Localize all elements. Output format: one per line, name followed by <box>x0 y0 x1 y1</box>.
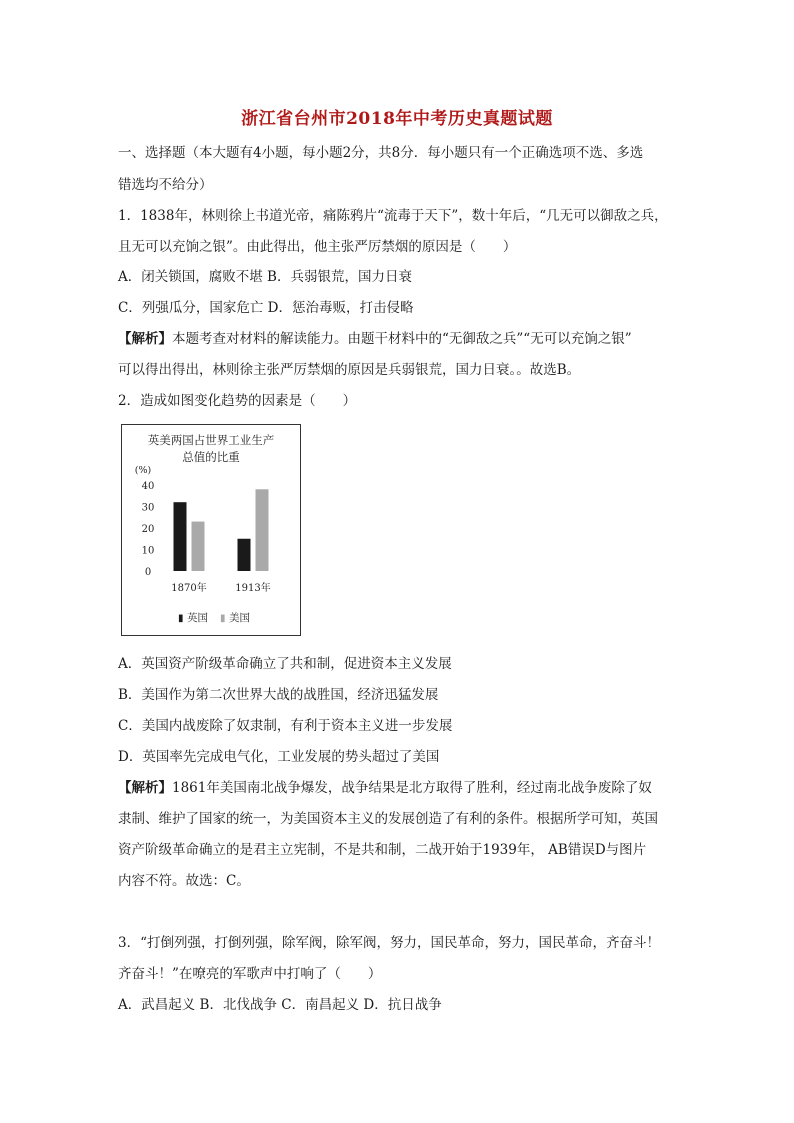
chart-bars <box>174 489 269 571</box>
q2-analysis-cont1: 隶制、维护了国家的统一，为美国资本主义的发展创造了有利的条件。根据所学可知，英国 <box>118 811 658 827</box>
q1-analysis <box>118 329 678 349</box>
x-tick-label: 1870年 <box>171 583 207 594</box>
q1-stem: 1．1838年，林则徐上书道光帝，痛陈鸦片“流毒于天下”，数十年后，“几无可以御敌之兵， <box>118 208 668 224</box>
q1-analysis-cont: 可以得出得出，林则徐主张严厉禁烟的原因是兵弱银荒，国力日衰。。故选B。 <box>118 362 581 378</box>
page-title: 浙江省台州市2018年中考历史真题试题 <box>241 109 553 129</box>
q3-stem-cont: 齐奋斗！”在嘹亮的军歌声中打响了（ ） <box>118 966 382 982</box>
y-tick-label: 30 <box>141 502 155 514</box>
chart-y-ticks <box>142 481 155 578</box>
q2-analysis <box>118 778 678 798</box>
q2-option-a: A．英国资产阶级革命确立了共和制，促进资本主义发展 <box>118 656 452 672</box>
bar-chart <box>121 424 301 636</box>
y-tick-label: 10 <box>141 545 155 557</box>
analysis-tag: 【解析】 <box>118 331 172 347</box>
q3-stem: 3．“打倒列强，打倒列强，除军阀，除军阀，努力，国民革命，努力，国民革命，齐奋斗！ <box>118 935 660 951</box>
bar-美国-1870年 <box>192 522 205 571</box>
q3-options: A．武昌起义 B．北伐战争 C．南昌起义 D．抗日战争 <box>118 997 442 1013</box>
q2-option-b: B．美国作为第二次世界大战的战胜国，经济迅猛发展 <box>118 687 439 703</box>
bar-英国-1870年 <box>174 502 187 571</box>
legend-swatch: ▮ <box>220 613 226 624</box>
chart-y-label: (%) <box>134 465 152 476</box>
section-heading: 一、选择题（本大题有4小题，每小题2分，共8分．每小题只有一个正确选项不选、多选 <box>118 145 644 161</box>
legend-label: 美国 <box>229 612 250 624</box>
q1-options-cd: C．列强瓜分，国家危亡 D．惩治毒贩，打击侵略 <box>118 300 414 316</box>
analysis-tag: 【解析】 <box>118 780 172 796</box>
y-tick-label: 0 <box>144 567 152 578</box>
q1-stem-cont: 且无可以充饷之银”。由此得出，他主张严厉禁烟的原因是（ ） <box>118 239 517 255</box>
y-tick-label: 20 <box>141 524 155 535</box>
chart-title-line2: 总值的比重 <box>182 450 240 464</box>
legend-swatch: ▮ <box>178 613 184 624</box>
q1-options-ab: A．闭关锁国，腐败不堪 B．兵弱银荒，国力日衰 <box>118 269 412 285</box>
q2-stem: 2．造成如图变化趋势的因素是（ ） <box>118 393 357 409</box>
q1-analysis-text: 本题考查对材料的解读能力。由题干材料中的“无御敌之兵”“无可以充饷之银” <box>172 331 632 347</box>
chart-legend <box>178 611 250 624</box>
x-tick-label: 1913年 <box>235 583 271 594</box>
bar-美国-1913年 <box>256 489 269 571</box>
chart-x-labels <box>171 581 270 594</box>
q2-option-d: D．英国率先完成电气化，工业发展的势头超过了美国 <box>118 749 440 765</box>
bar-英国-1913年 <box>238 539 251 571</box>
q2-analysis-cont3: 内容不符。故选：C。 <box>118 873 250 889</box>
legend-label: 英国 <box>187 612 208 624</box>
q2-option-c: C．美国内战废除了奴隶制，有利于资本主义进一步发展 <box>118 718 453 734</box>
section-heading-cont: 错选均不给分） <box>118 177 213 193</box>
q2-analysis-text: 1861年美国南北战争爆发，战争结果是北方取得了胜利，经过南北战争废除了奴 <box>172 780 652 796</box>
y-tick-label: 40 <box>141 481 155 492</box>
chart-svg <box>122 425 300 635</box>
chart-title-line1: 英美两国占世界工业生产 <box>147 433 275 447</box>
q2-analysis-cont2: 资产阶级革命确立的是君主立宪制，不是共和制，二战开始于1939年， AB错误D与图片 <box>118 842 647 858</box>
